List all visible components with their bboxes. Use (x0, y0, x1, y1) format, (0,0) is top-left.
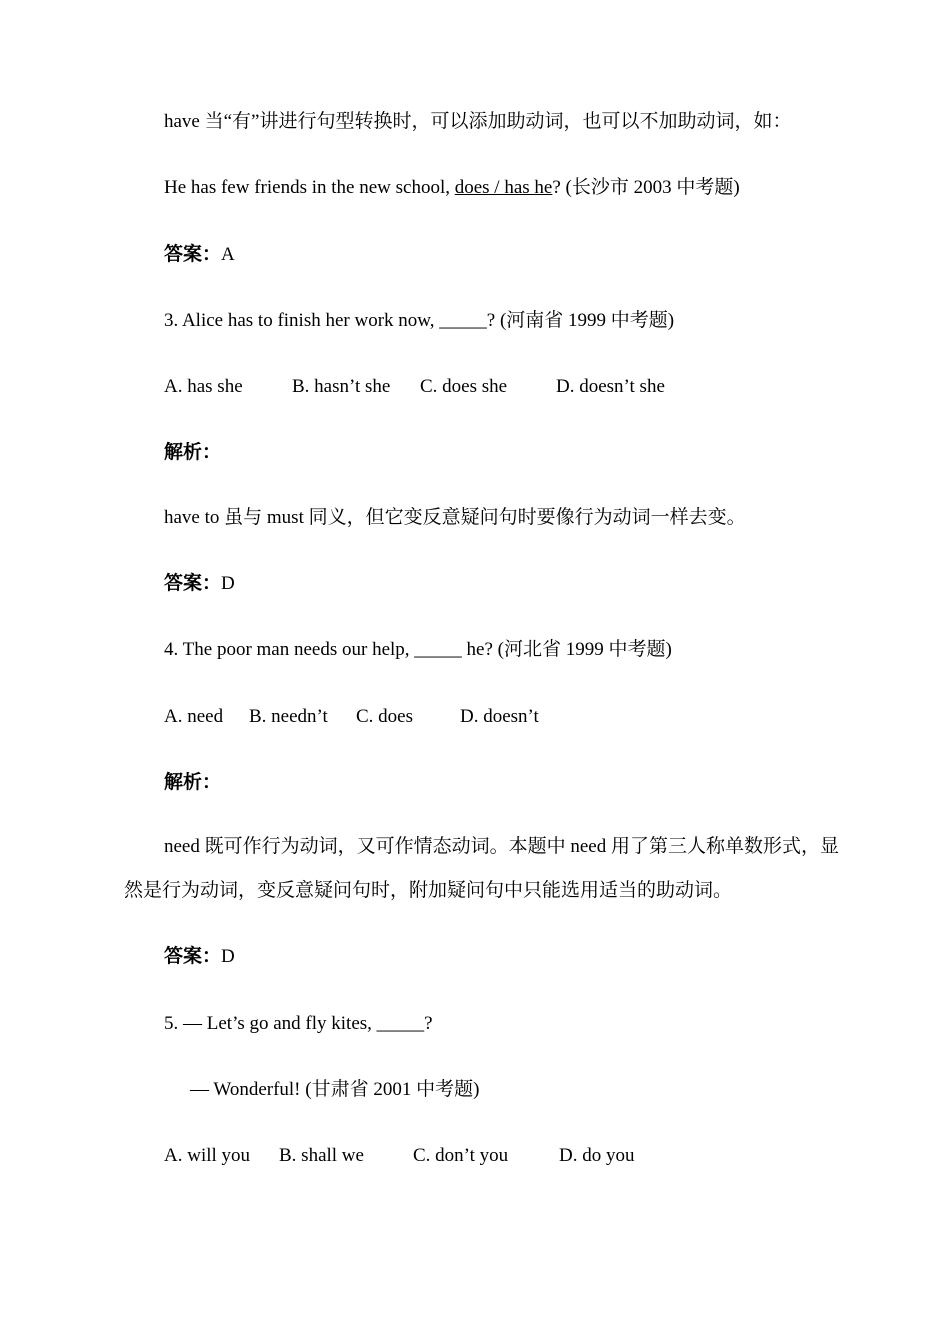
option-a: A. need (164, 706, 224, 727)
option-c: C. does (356, 706, 413, 727)
option-d: D. doesn’t (460, 706, 539, 727)
answer-value: D (221, 573, 235, 594)
answer-label: 答案： (164, 946, 222, 967)
analysis-label-4: 解析： (164, 772, 222, 793)
question-3-options (164, 375, 665, 399)
answer-value: D (221, 946, 235, 967)
intro-line: have 当“有”讲进行句型转换时，可以添加助动词，也可以不加助动词，如： (164, 111, 792, 132)
option-d: D. do you (559, 1145, 635, 1166)
answer-label: 答案： (164, 244, 222, 265)
option-b: B. shall we (279, 1145, 364, 1166)
option-c: C. does she (420, 376, 508, 397)
option-b: B. hasn’t she (292, 376, 391, 397)
option-d: D. doesn’t she (556, 376, 665, 397)
analysis-label-3: 解析： (164, 442, 222, 463)
answer-4 (164, 945, 235, 969)
question-5-reply: — Wonderful! (甘肃省 2001 中考题) (190, 1079, 480, 1100)
underlined-phrase: does / has he (454, 177, 553, 198)
option-c: C. don’t you (413, 1145, 509, 1166)
question-3: 3. Alice has to finish her work now, _____? (河南省 1999 中考题) (164, 310, 675, 331)
option-b: B. needn’t (249, 706, 328, 727)
example-source: ? (长沙市 2003 中考题) (552, 177, 740, 198)
option-a: A. has she (164, 376, 243, 397)
example-text: He has few friends in the new school, (164, 177, 455, 198)
question-4: 4. The poor man needs our help, _____ he? (河北省 1999 中考题) (164, 639, 672, 660)
explanation-3: have to 虽与 must 同义，但它变反意疑问句时要像行为动词一样去变。 (164, 507, 746, 528)
answer-1 (164, 243, 235, 267)
option-a: A. will you (164, 1145, 251, 1166)
question-5-options (164, 1144, 634, 1168)
answer-3 (164, 572, 235, 596)
explanation-4: need 既可作行为动词，又可作情态动词。本题中 need 用了第三人称单数形式，显然是行为动词，变反意疑问句时，附加疑问句中只能选用适当的助动词。 (124, 836, 839, 901)
answer-value: A (221, 244, 235, 265)
example-sentence (164, 176, 740, 200)
question-5: 5. — Let’s go and fly kites, _____? (164, 1013, 433, 1034)
answer-label: 答案： (164, 573, 222, 594)
question-4-options (164, 705, 539, 729)
